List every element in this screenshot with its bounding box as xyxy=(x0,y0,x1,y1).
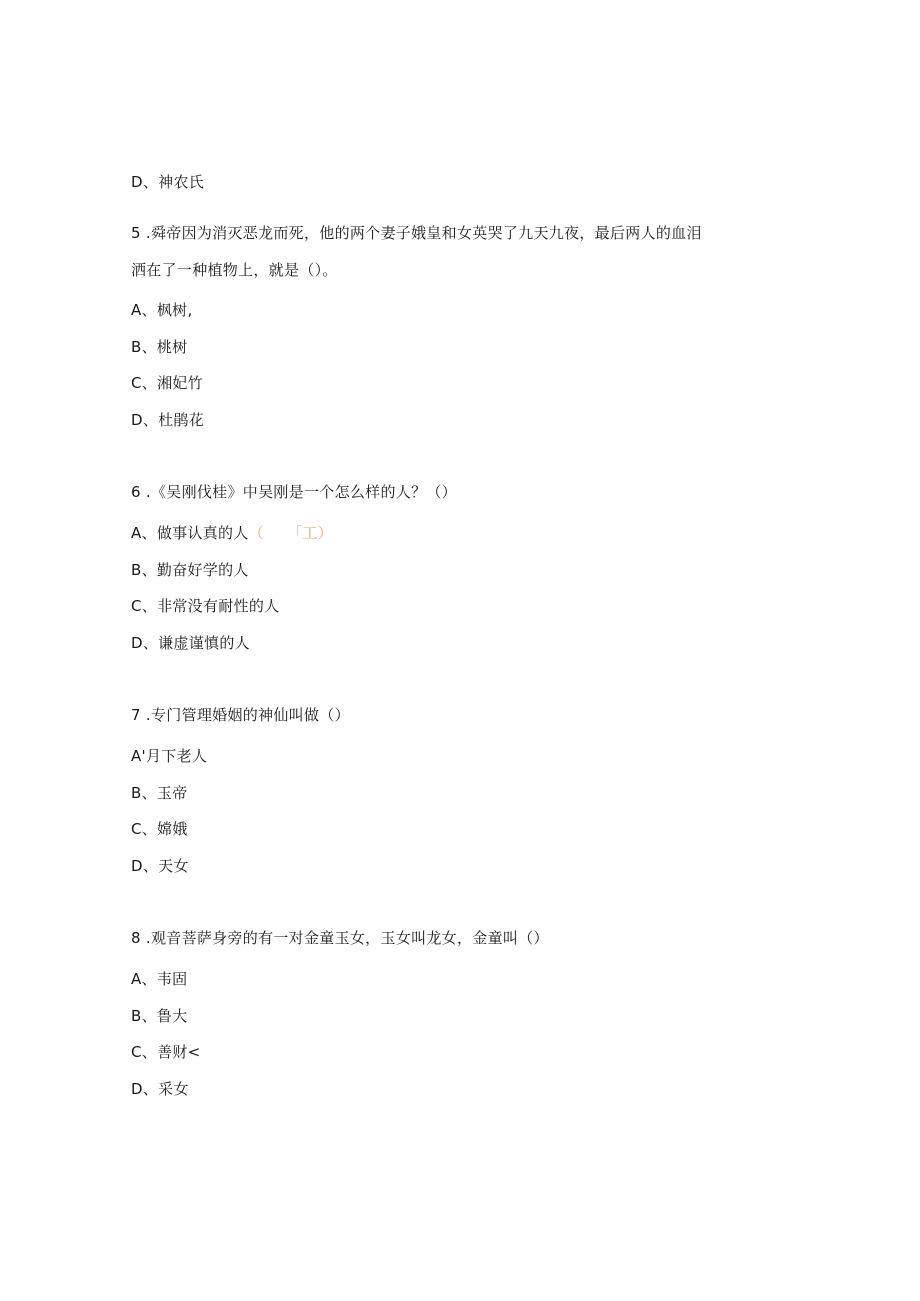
question-6-option-a: A、做事认真的人 xyxy=(131,524,249,542)
question-6-option-c: C、非常没有耐性的人 xyxy=(131,597,280,615)
question-7-stem: 7 .专门管理婚姻的神仙叫做（） xyxy=(131,706,350,724)
question-7-option-a: A'月下老人 xyxy=(131,747,208,765)
option-d-q4: D、神农氏 xyxy=(131,173,205,191)
question-5-stem-line2: 洒在了一种植物上，就是（）。 xyxy=(131,261,338,279)
question-5-option-b: B、桃树 xyxy=(131,338,188,356)
question-7-option-d: D、天女 xyxy=(131,857,189,875)
handwritten-annotation: （ 「工） xyxy=(248,524,333,542)
question-8-option-b: B、鲁大 xyxy=(131,1007,188,1025)
question-8-option-c: C、善财< xyxy=(131,1043,201,1061)
question-6-option-d: D、谦虚谨慎的人 xyxy=(131,634,250,652)
question-5-option-c: C、湘妃竹 xyxy=(131,374,203,392)
question-6-option-a-row xyxy=(131,523,333,543)
question-7-option-b: B、玉帝 xyxy=(131,784,188,802)
question-8-option-a: A、韦固 xyxy=(131,970,188,988)
question-5-stem-line1: 5 .舜帝因为消灭恶龙而死，他的两个妻子娥皇和女英哭了九天九夜，最后两人的血泪 xyxy=(131,224,702,242)
question-5-option-a: A、枫树, xyxy=(131,301,193,319)
question-6-stem: 6 .《吴刚伐桂》中吴刚是一个怎么样的人？（） xyxy=(131,483,457,501)
question-6-option-b: B、勤奋好学的人 xyxy=(131,561,249,579)
question-7-option-c: C、嫦娥 xyxy=(131,820,188,838)
question-8-option-d: D、采女 xyxy=(131,1080,189,1098)
question-5-option-d: D、杜鹃花 xyxy=(131,411,205,429)
question-8-stem: 8 .观音菩萨身旁的有一对金童玉女，玉女叫龙女，金童叫（） xyxy=(131,929,549,947)
